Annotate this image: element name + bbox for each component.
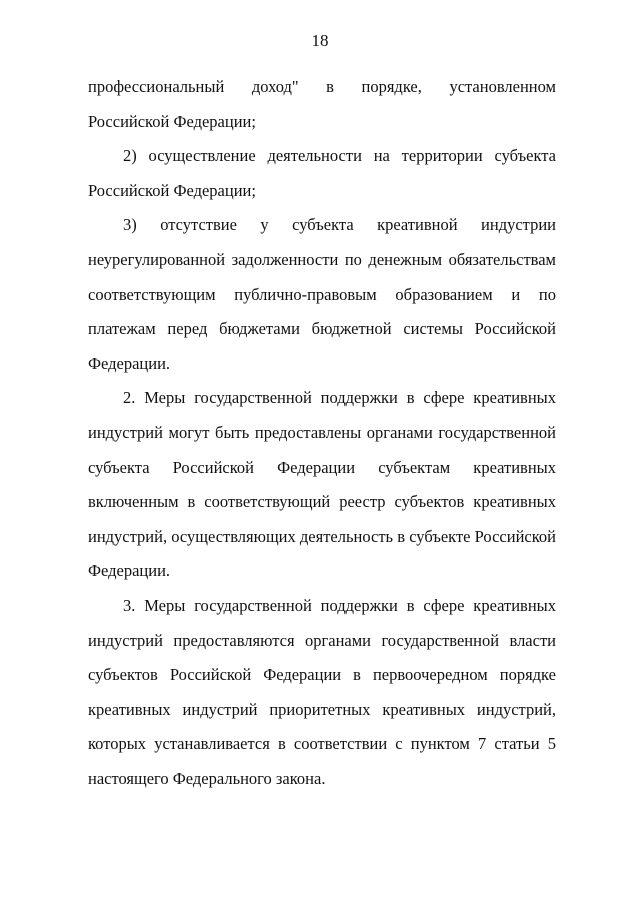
- text-line: настоящего Федерального закона.: [88, 768, 326, 788]
- text-line: креативных индустрий приоритетных креативных индустрий,: [88, 699, 556, 719]
- text-line: включенным в соответствующий реестр субъектов креативных: [88, 492, 556, 512]
- text-line: субъектов Российской Федерации в первоочередном порядке: [88, 665, 556, 685]
- text-line: 2. Меры государственной поддержки в сфере креативных: [123, 388, 556, 408]
- text-line: 2) осуществление деятельности на территории субъекта: [123, 146, 556, 166]
- text-line: Российской Федерации;: [88, 111, 256, 131]
- text-line: индустрий предоставляются органами государственной власти: [88, 630, 556, 650]
- text-line: индустрий, осуществляющих деятельность в субъекте Российской: [88, 526, 556, 546]
- text-line: профессиональный доход" в порядке, установленном: [88, 77, 556, 96]
- text-line: соответствующим публично-правовым образованием и по: [88, 284, 556, 304]
- text-line: Федерации.: [88, 561, 171, 581]
- text-line: неурегулированной задолженности по денежным обязательствам: [88, 249, 556, 269]
- text-line: индустрий могут быть предоставлены органами государственной: [88, 422, 556, 442]
- text-line: субъекта Российской Федерации субъектам креативных: [88, 457, 556, 477]
- text-line: платежам перед бюджетами бюджетной системы Российской: [88, 319, 556, 339]
- text-line: 3. Меры государственной поддержки в сфере креативных: [123, 595, 556, 615]
- text-line: 3) отсутствие у субъекта креативной индустрии: [123, 215, 556, 235]
- text-line: которых устанавливается в соответствии с пунктом 7 статьи 5: [88, 734, 556, 754]
- page-number: 18: [311, 31, 329, 50]
- body-text: [88, 70, 556, 796]
- text-line: Российской Федерации;: [88, 180, 256, 200]
- text-line: Федерации.: [88, 353, 171, 373]
